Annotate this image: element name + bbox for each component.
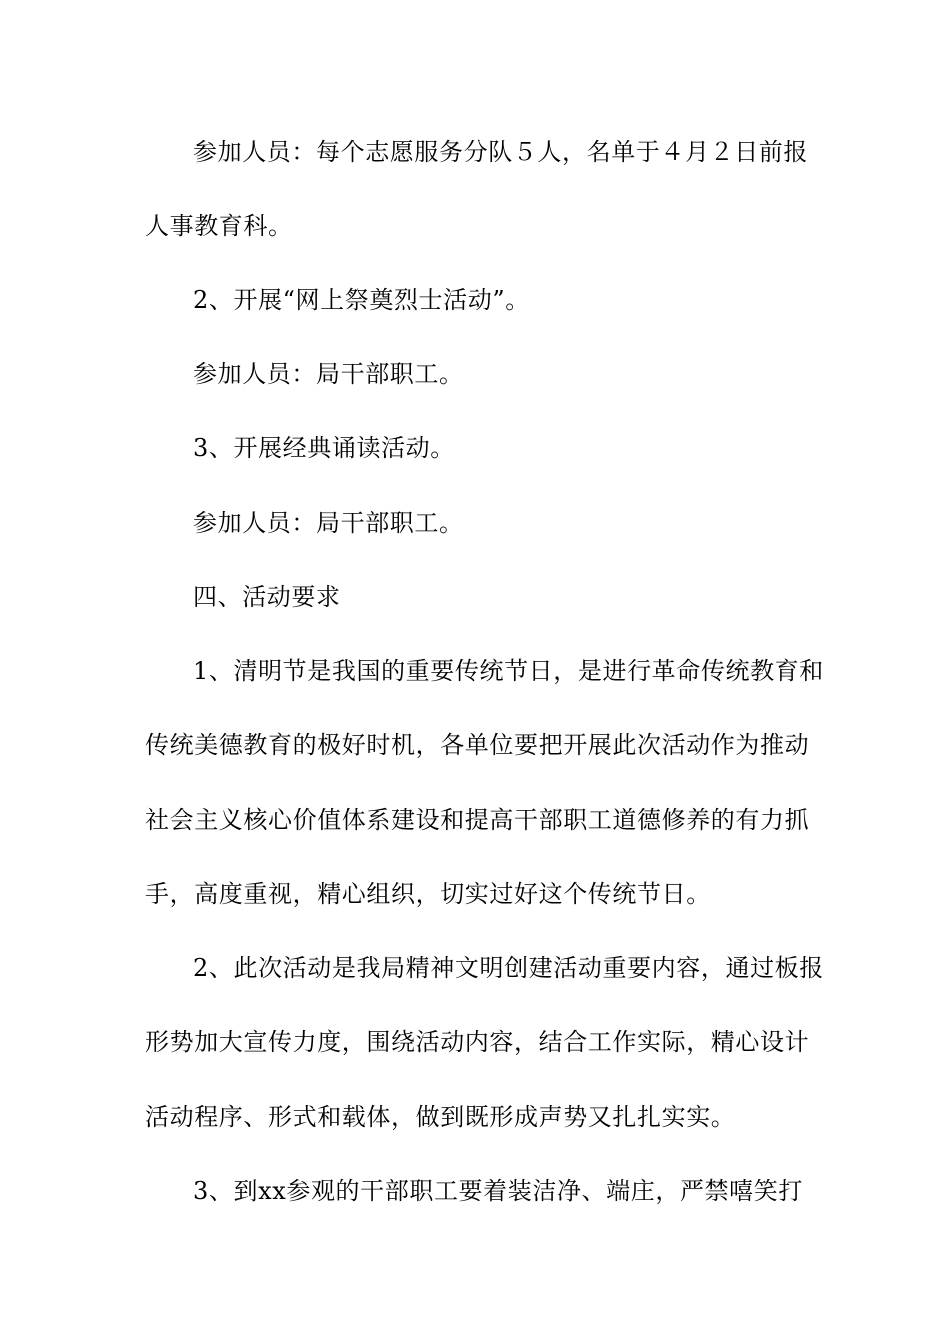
paragraph-line: 参加人员：每个志愿服务分队５人，名单于４月２日前报: [193, 138, 808, 166]
paragraph-line: 传统美德教育的极好时机，各单位要把开展此次活动作为推动: [145, 731, 810, 759]
paragraph-line: 形势加大宣传力度，围绕活动内容，结合工作实际，精心设计: [145, 1028, 810, 1056]
paragraph-line: 手，高度重视，精心组织，切实过好这个传统节日。: [145, 880, 711, 908]
paragraph-line: 社会主义核心价值体系建设和提高干部职工道德修养的有力抓: [145, 806, 810, 834]
paragraph-line: 2、开展“网上祭奠烈士活动”。: [193, 286, 530, 314]
paragraph-line: 人事教育科。: [145, 212, 293, 240]
paragraph-line: 参加人员：局干部职工。: [193, 360, 464, 388]
paragraph-line: 3、到xx参观的干部职工要着装洁净、端庄，严禁嘻笑打: [193, 1177, 803, 1205]
paragraph-line: 1、清明节是我国的重要传统节日，是进行革命传统教育和: [193, 657, 824, 685]
paragraph-line: 活动程序、形式和载体，做到既形成声势又扎扎实实。: [145, 1103, 736, 1131]
section-heading: 四、活动要求: [193, 583, 341, 611]
paragraph-line: 参加人员：局干部职工。: [193, 509, 464, 537]
paragraph-line: 3、开展经典诵读活动。: [193, 434, 455, 462]
paragraph-line: 2、此次活动是我局精神文明创建活动重要内容，通过板报: [193, 954, 824, 982]
